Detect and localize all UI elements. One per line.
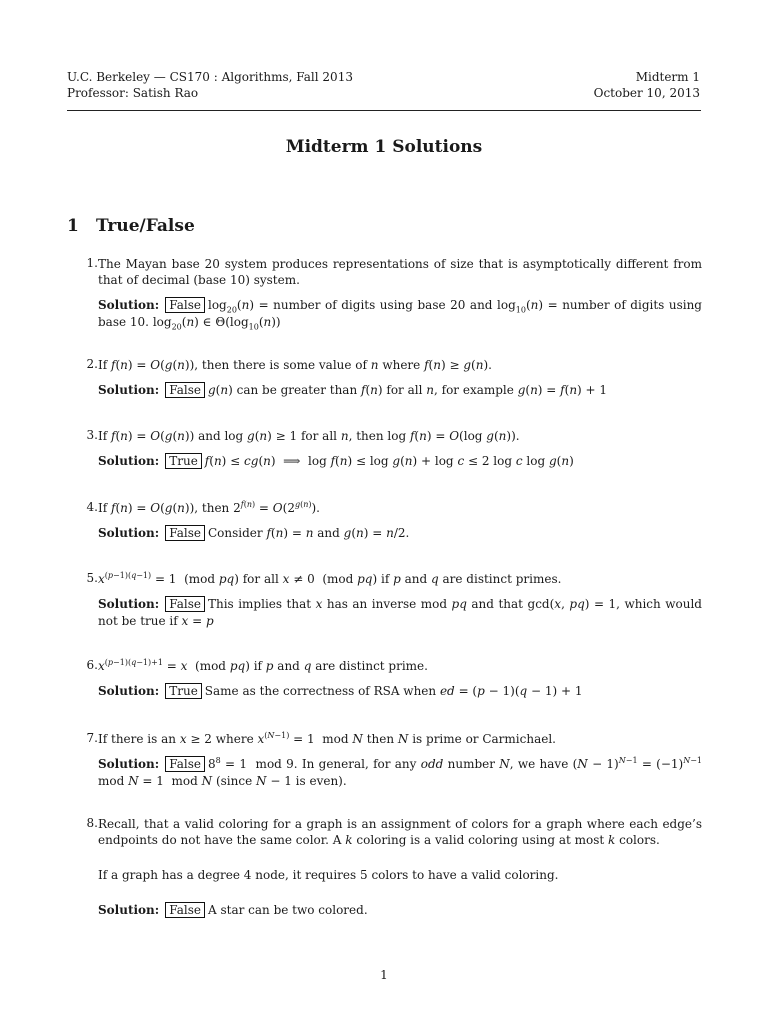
solution-label: Solution: [98,903,160,917]
answer-box: False [165,902,205,918]
question-number: 7. [86,731,98,745]
question-number: 6. [86,658,98,672]
question-number: 4. [86,500,98,514]
question-number: 3. [86,428,98,442]
exam-date: October 10, 2013 [593,86,700,100]
header-left [67,69,353,101]
answer-box: False [165,596,205,612]
question-number: 1. [86,256,98,270]
question-number: 5. [86,571,98,585]
solution-label: Solution: [98,298,160,312]
solution-label: Solution: [98,684,160,698]
header-rule [67,110,701,111]
section-heading [67,216,195,236]
solution: Solution: False g(n) can be greater than f(n) for all n, for example g(n) = f(n) + 1 [98,383,608,397]
question-number: 2. [86,357,98,371]
solution: Solution: True f(n) ≤ cg(n) ⟹ log f(n) ≤ log g(n) + log c ≤ 2 log c log g(n) [98,454,574,468]
question-7 [82,731,702,790]
answer-box: False [165,382,205,398]
question-4 [82,500,702,542]
solution: Solution: False $8^8 = 1$ mod 9. In general, for any odd number N, we have $(N - 1)^{N-1} = (-1)^{N-1}$ mod N = 1 mod N (since N − 1 is even). [98,756,703,788]
exam-name: Midterm 1 [635,70,700,84]
answer-box: False [165,756,205,772]
professor-line: Professor: Satish Rao [67,86,199,100]
question-statement: If f(n) = O(g(n)), then there is some value of n where f(n) ≥ g(n). [98,358,492,372]
question-6 [82,658,702,700]
solution-label: Solution: [98,526,160,540]
solution: Solution: False Consider f(n) = n and g(n) = n/2. [98,526,410,540]
answer-box: True [165,453,202,469]
question-1 [82,256,702,331]
answer-box: False [165,297,205,313]
solution-label: Solution: [98,383,160,397]
solution-label: Solution: [98,597,160,611]
question-number: 8. [86,816,98,830]
question-claim: If a graph has a degree 4 node, it requires 5 colors to have a valid coloring. [98,868,559,882]
answer-box: True [165,683,202,699]
solution: Solution: True Same as the correctness of RSA when ed = (p − 1)(q − 1) + 1 [98,684,583,698]
section-title: True/False [96,216,195,236]
question-statement: $x^{(p-1)(q-1)} = 1$ (mod pq) for all x ≠ 0 (mod pq) if p and q are distinct primes. [98,571,562,586]
question-statement: The Mayan base 20 system produces representations of size that is asymptotically different from that of decimal (base 10) system. [98,257,702,287]
question-5 [82,571,702,630]
solution: Solution: False A star can be two colored. [98,903,368,917]
question-statement: Recall, that a valid coloring for a graph is an assignment of colors for a graph where each edge’s endpoints do not have the same color. A k coloring is a valid coloring using at most k colors. [98,817,702,847]
question-3 [82,428,702,470]
question-statement: If f(n) = O(g(n)), then $2^{f(n)} = O(2^{g(n)})$. [98,500,320,515]
solution: Solution: False This implies that x has an inverse mod pq and that gcd(x, pq) = 1, which would not be true if x = p [98,597,702,628]
solution: Solution: False $\log_{20}(n)$ = number of digits using base 20 and $\log_{10}(n)$ = number of digits using base 10. $\log_{20}(n)$ ∈ $\Theta(\log_{10}(n))$ [98,298,702,332]
question-2 [82,357,702,399]
question-statement: $x^{(p-1)(q-1)+1} = x$ (mod pq) if p and q are distinct prime. [98,658,428,673]
answer-box: False [165,525,205,541]
page-title: Midterm 1 Solutions [285,137,483,157]
question-statement: If f(n) = O(g(n)) and log g(n) ≥ 1 for all n, then log f(n) = O(log g(n)). [98,429,520,443]
course-line: U.C. Berkeley — CS170 : Algorithms, Fall 2013 [67,70,353,84]
section-number: 1 [67,216,79,236]
question-8 [82,816,702,918]
solution-label: Solution: [98,454,160,468]
header-right [594,69,700,101]
question-statement: If there is an x ≥ 2 where $x^{(N-1)} = 1$ mod N then N is prime or Carmichael. [98,731,556,746]
solution-label: Solution: [98,757,160,771]
page-number: 1 [380,968,388,982]
